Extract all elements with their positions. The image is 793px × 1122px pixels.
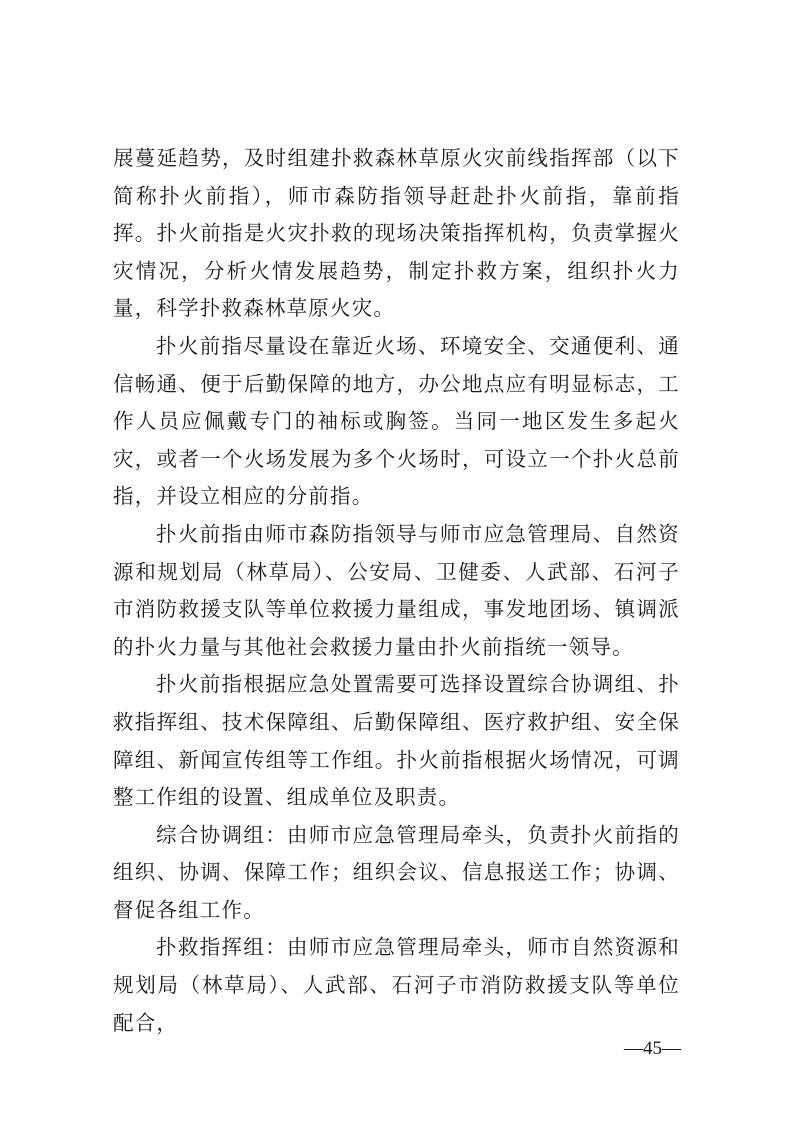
paragraph-3: 扑火前指由师市森防指领导与师市应急管理局、自然资源和规划局（林草局）、公安局、卫健委、人武部、石河子市消防救援支队等单位救援力量组成，事发地团场、镇调派的扑火力量与其他社会救援力量由扑火前指统一领导。 xyxy=(113,521,680,659)
paragraph-4: 扑火前指根据应急处置需要可选择设置综合协调组、扑救指挥组、技术保障组、后勤保障组、医疗救护组、安全保障组、新闻宣传组等工作组。扑火前指根据火场情况，可调整工作组的设置、组成单位及职责。 xyxy=(113,672,680,810)
paragraph-5: 综合协调组：由师市应急管理局牵头，负责扑火前指的组织、协调、保障工作；组织会议、信息报送工作；协调、督促各组工作。 xyxy=(113,822,680,922)
paragraph-2: 扑火前指尽量设在靠近火场、环境安全、交通便利、通信畅通、便于后勤保障的地方，办公地点应有明显标志，工作人员应佩戴专门的袖标或胸签。当同一地区发生多起火灾，或者一个火场发展为多个火场时，可设立一个扑火总前指，并设立相应的分前指。 xyxy=(113,333,680,509)
document-body xyxy=(113,140,680,1042)
paragraph-6: 扑救指挥组：由师市应急管理局牵头，师市自然资源和规划局（林草局）、人武部、石河子市消防救援支队等单位配合， xyxy=(113,935,680,1035)
paragraph-1: 展蔓延趋势，及时组建扑救森林草原火灾前线指挥部（以下简称扑火前指），师市森防指领导赶赴扑火前指，靠前指挥。扑火前指是火灾扑救的现场决策指挥机构，负责掌握火灾情况，分析火情发展趋势，制定扑救方案，组织扑火力量，科学扑救森林草原火灾。 xyxy=(113,146,680,321)
page-number: —45— xyxy=(624,1038,681,1059)
